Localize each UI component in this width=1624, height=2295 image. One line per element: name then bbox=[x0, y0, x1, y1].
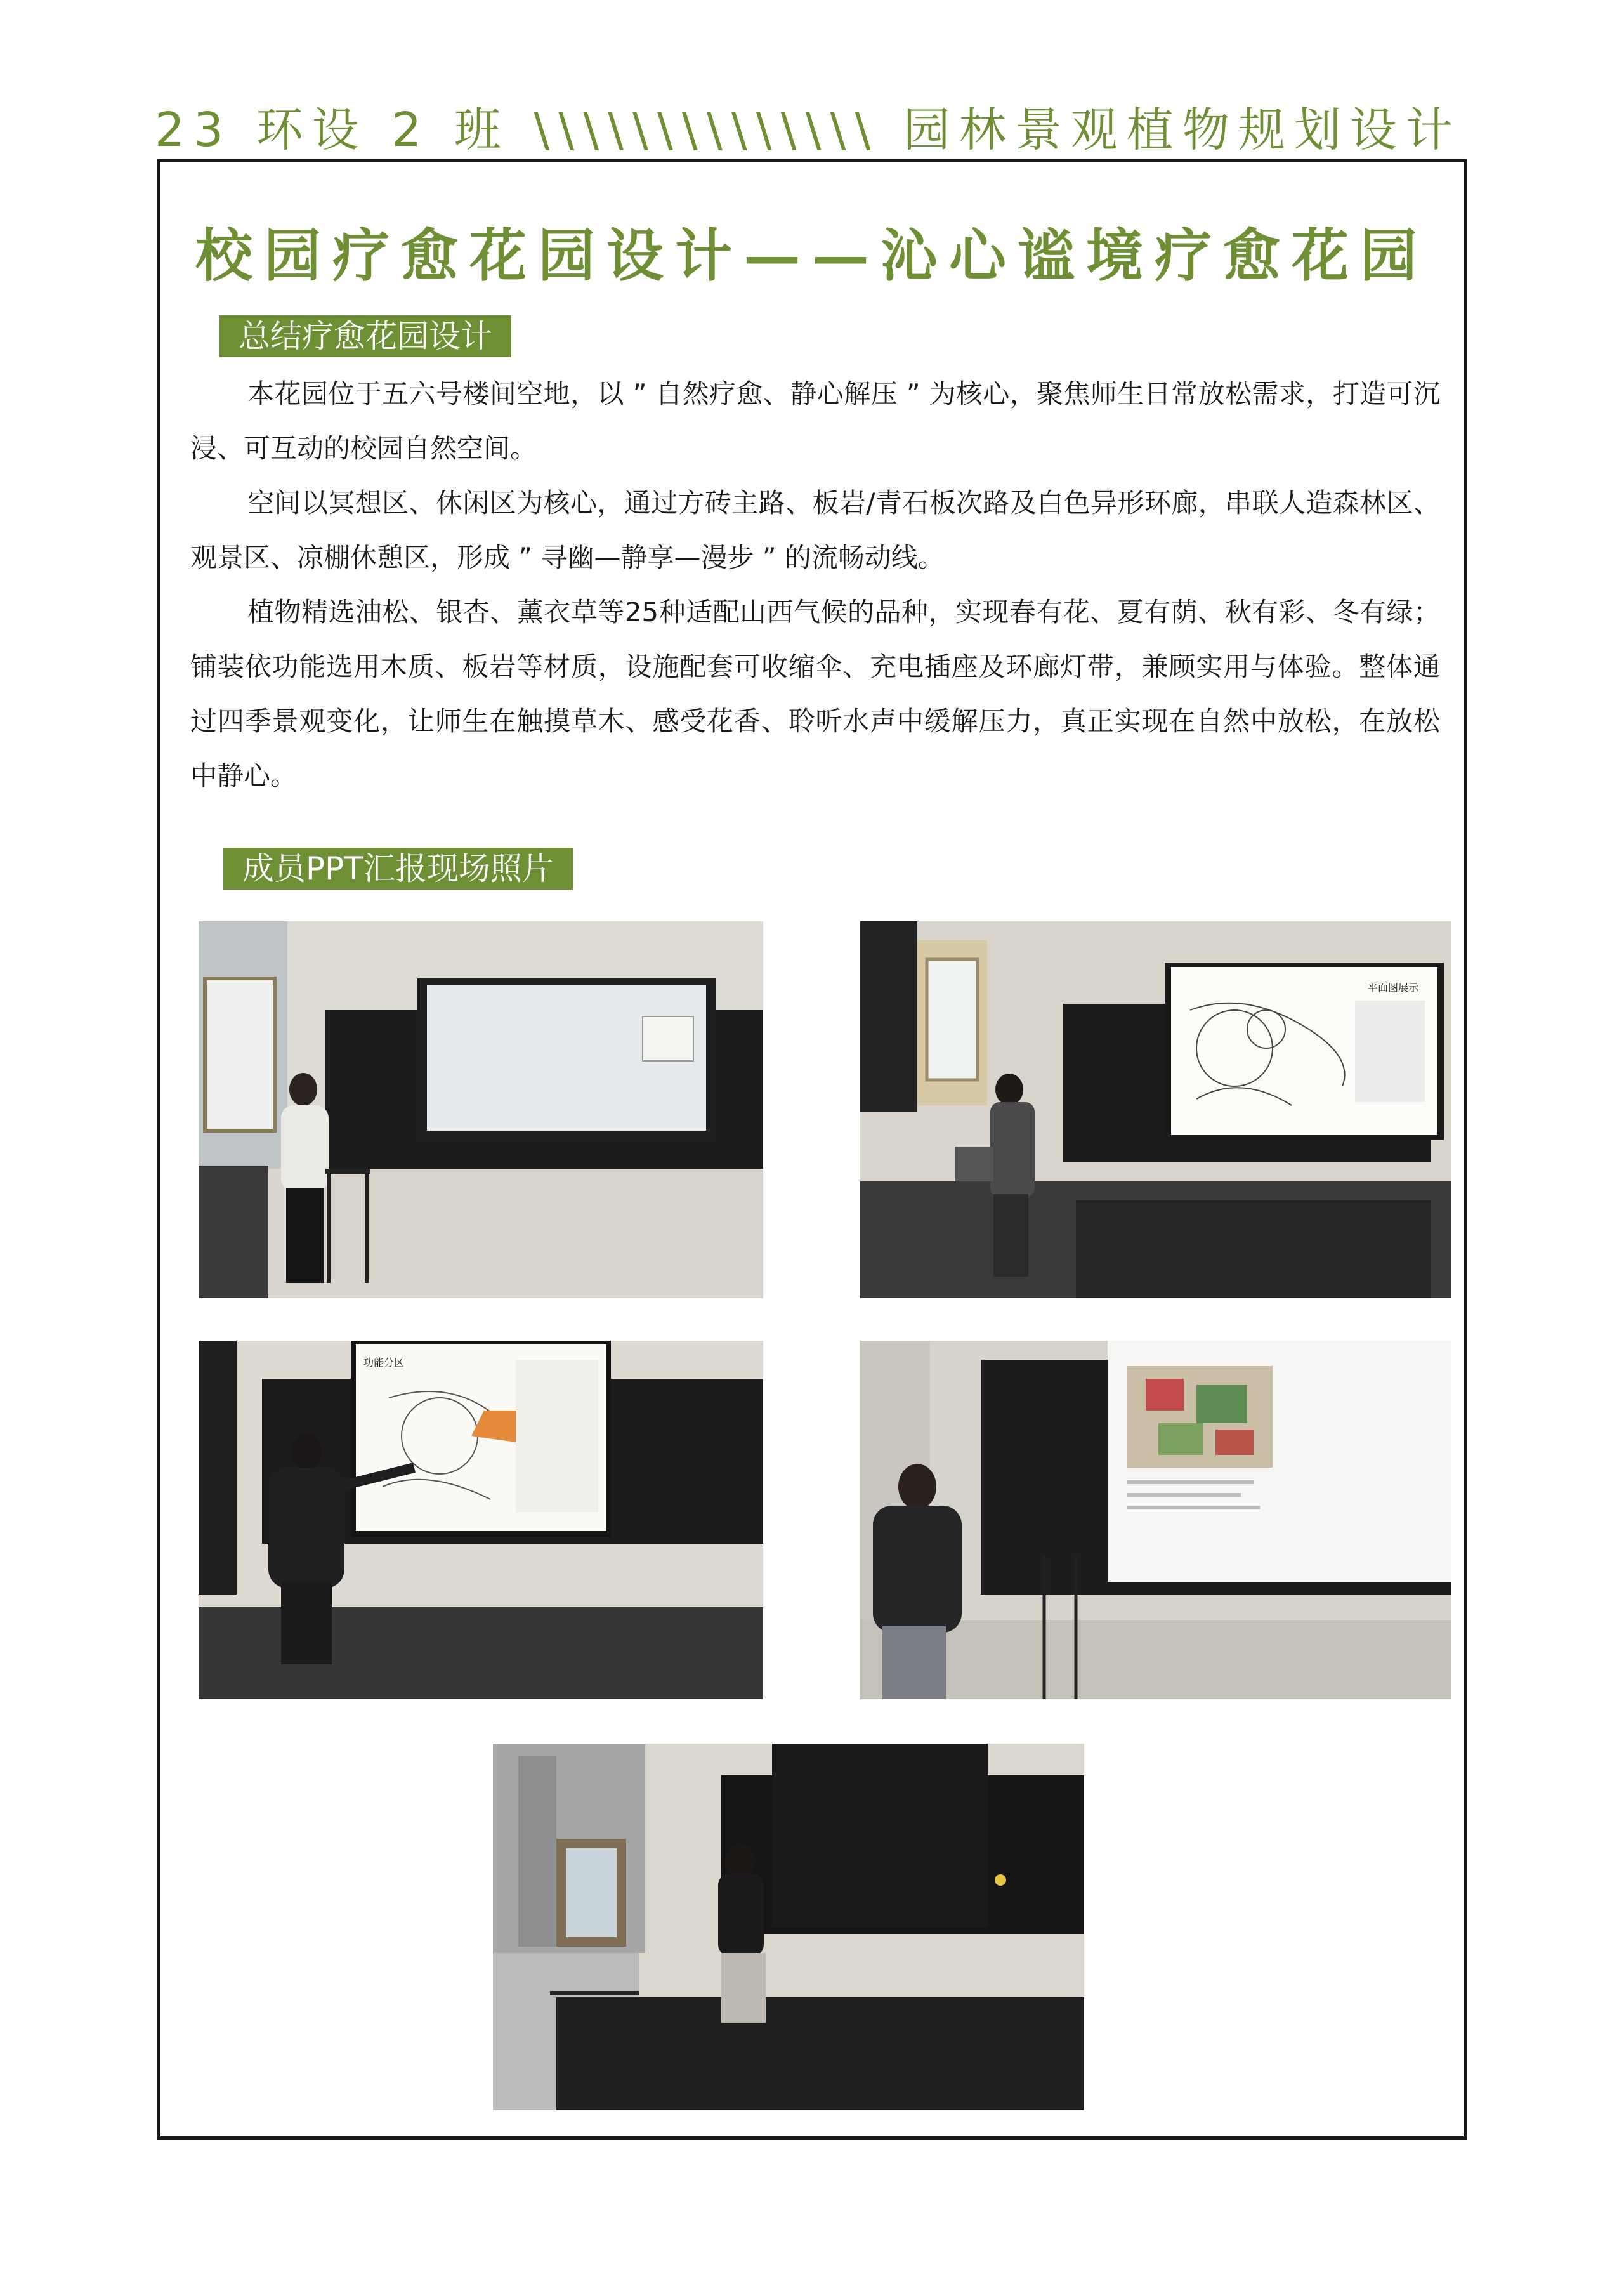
photos-section-tag: 成员PPT汇报现场照片 bbox=[223, 848, 573, 890]
presentation-photo-3 bbox=[199, 1341, 763, 1699]
summary-paragraph-2: 空间以冥想区、休闲区为核心，通过方砖主路、板岩/青石板次路及白色异形环廊，串联人造森林区、观景区、凉棚休憩区，形成 ” 寻幽—静享—漫步 ” 的流畅动线。 bbox=[190, 487, 1440, 573]
summary-paragraph-3: 植物精选油松、银杏、薰衣草等25种适配山西气候的品种，实现春有花、夏有荫、秋有彩、冬有绿；铺装依功能选用木质、板岩等材质，设施配套可收缩伞、充电插座及环廊灯带，兼顾实用与体验。整体通过四季景观变化，让师生在触摸草木、感受花香、聆听水声中缓解压力，真正实现在自然中放松，在放松中静心。 bbox=[190, 596, 1440, 791]
page-title: 校园疗愈花园设计——沁心谧境疗愈花园 bbox=[195, 222, 1429, 289]
presentation-photo-2 bbox=[860, 921, 1451, 1298]
presentation-photo-4 bbox=[860, 1341, 1451, 1699]
page-header: 23 环设 2 班 \\\\\\\\\\\\\\ 园林景观植物规划设计 bbox=[155, 103, 1462, 157]
presentation-photo-1 bbox=[199, 921, 763, 1298]
summary-section-tag: 总结疗愈花园设计 bbox=[219, 315, 511, 357]
summary-paragraph-1: 本花园位于五六号楼间空地，以 ” 自然疗愈、静心解压 ” 为核心，聚焦师生日常放松需求，打造可沉浸、可互动的校园自然空间。 bbox=[190, 378, 1440, 464]
presentation-photo-5 bbox=[493, 1744, 1084, 2110]
slide-title-plan: 平面图展示 bbox=[1368, 982, 1419, 994]
slide-title-zones: 功能分区 bbox=[363, 1357, 405, 1369]
